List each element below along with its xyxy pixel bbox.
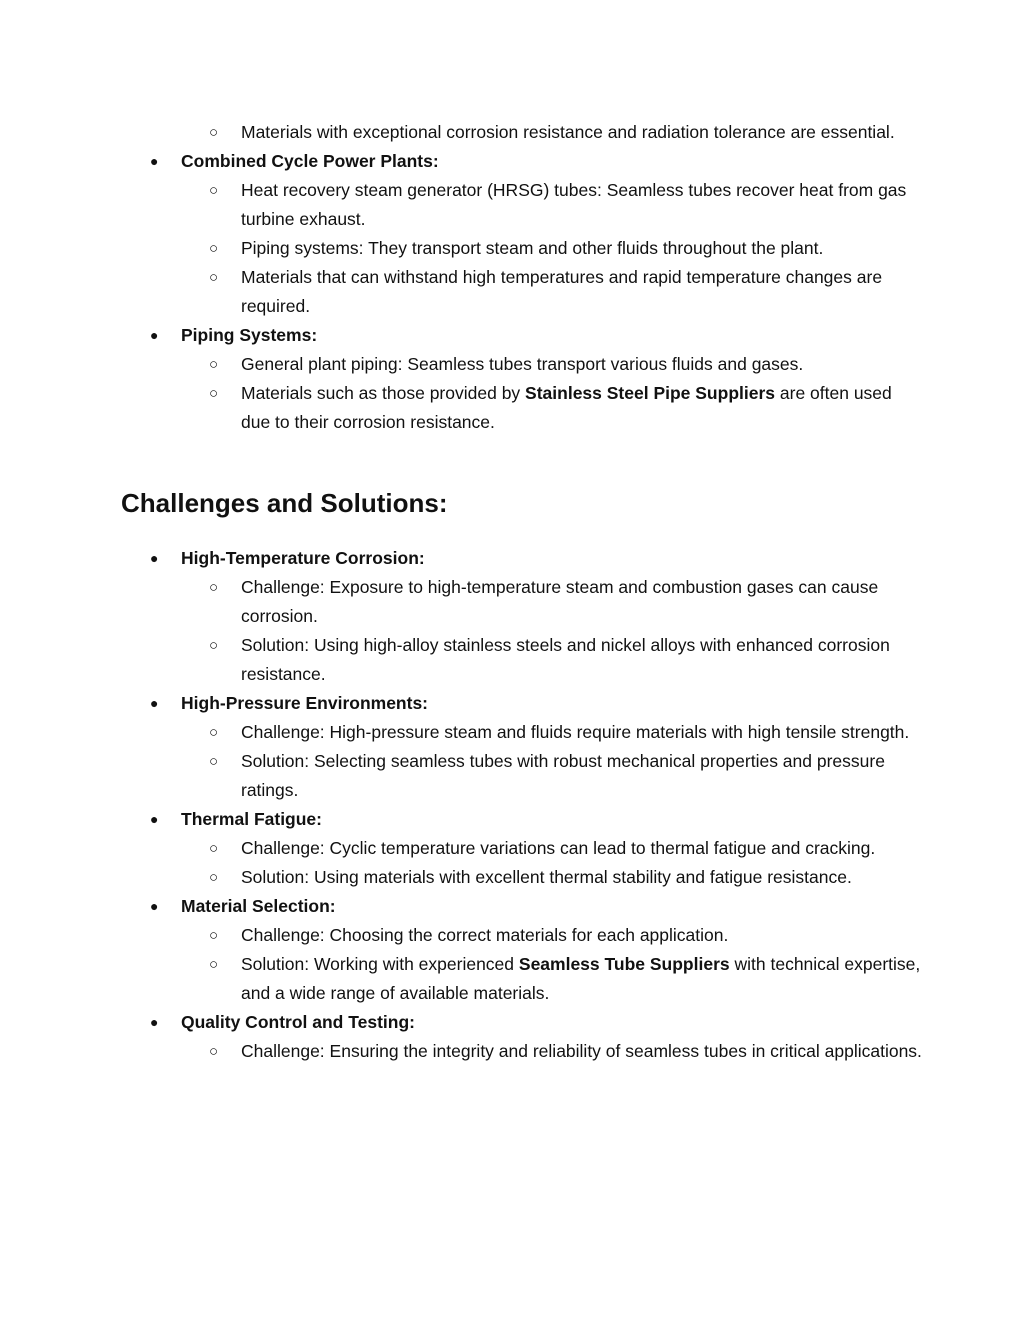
circle-bullet-icon: ○: [209, 1043, 219, 1060]
list-item: [0, 573, 1024, 631]
list-item-text-suffix: with technical expertise, and a wide range of available materials.: [241, 954, 921, 1003]
list-item-text: Solution: Selecting seamless tubes with robust mechanical properties and pressure ratings.: [241, 751, 885, 800]
circle-bullet-icon: ○: [209, 724, 219, 741]
list-item-title: Material Selection:: [181, 896, 336, 916]
list-item-text: Solution: Using materials with excellent thermal stability and fatigue resistance.: [241, 867, 852, 887]
circle-bullet-icon: ○: [209, 385, 219, 402]
list-item: [0, 747, 1024, 805]
list-item: [0, 350, 1024, 379]
list-item-text: Materials with exceptional corrosion resistance and radiation tolerance are essential.: [241, 122, 895, 142]
list-item-title: Combined Cycle Power Plants:: [181, 151, 439, 171]
list-item-text-prefix: Solution: Working with experienced: [241, 954, 519, 974]
circle-bullet-icon: ○: [209, 753, 219, 770]
circle-bullet-icon: ○: [209, 182, 219, 199]
applications-list: [0, 118, 1024, 437]
circle-bullet-icon: ○: [209, 579, 219, 596]
list-item: [0, 834, 1024, 863]
list-item: [0, 234, 1024, 263]
list-item-text: Piping systems: They transport steam and other fluids throughout the plant.: [241, 238, 824, 258]
list-item-text: Challenge: Choosing the correct materials for each application.: [241, 925, 729, 945]
bullet-icon: ●: [150, 153, 159, 169]
list-item-quality-control: [0, 1008, 1024, 1037]
list-item: [0, 1037, 1024, 1066]
list-item: [0, 118, 1024, 147]
bullet-icon: ●: [150, 695, 159, 711]
list-item-high-temperature-corrosion: [0, 544, 1024, 573]
list-item-text: Materials that can withstand high temperatures and rapid temperature changes are required.: [241, 267, 883, 316]
list-item-text-prefix: Materials such as those provided by: [241, 383, 526, 403]
circle-bullet-icon: ○: [209, 956, 219, 973]
list-item-piping-systems: [0, 321, 1024, 350]
circle-bullet-icon: ○: [209, 124, 219, 141]
list-item-thermal-fatigue: [0, 805, 1024, 834]
list-item: [0, 921, 1024, 950]
bullet-icon: ●: [150, 327, 159, 343]
list-item-high-pressure-environments: [0, 689, 1024, 718]
list-item-text: General plant piping: Seamless tubes transport various fluids and gases.: [241, 354, 804, 374]
list-item-text-suffix: are often used due to their corrosion resistance.: [241, 383, 892, 432]
list-item: [0, 718, 1024, 747]
list-item-text: Challenge: Exposure to high-temperature steam and combustion gases can cause corrosion.: [241, 577, 879, 626]
list-item-title: Thermal Fatigue:: [181, 809, 322, 829]
circle-bullet-icon: ○: [209, 637, 219, 654]
list-item-text: Solution: Using high-alloy stainless steels and nickel alloys with enhanced corrosion resistance.: [241, 635, 890, 684]
list-item-title: High-Pressure Environments:: [181, 693, 428, 713]
list-item-text: Challenge: Ensuring the integrity and reliability of seamless tubes in critical applications.: [241, 1041, 922, 1061]
list-item-text: Challenge: High-pressure steam and fluids require materials with high tensile strength.: [241, 722, 910, 742]
list-item: [0, 263, 1024, 321]
list-item: [0, 176, 1024, 234]
list-item-title: Quality Control and Testing:: [181, 1012, 415, 1032]
list-item: [0, 863, 1024, 892]
circle-bullet-icon: ○: [209, 840, 219, 857]
bullet-icon: ●: [150, 550, 159, 566]
bullet-icon: ●: [150, 811, 159, 827]
bullet-icon: ●: [150, 1014, 159, 1030]
section-heading: Challenges and Solutions:: [121, 488, 448, 518]
list-item: [0, 379, 1024, 437]
list-item-material-selection: [0, 892, 1024, 921]
bullet-icon: ●: [150, 898, 159, 914]
seamless-tube-suppliers-text: Seamless Tube Suppliers: [518, 954, 730, 974]
list-item-title: Piping Systems:: [181, 325, 318, 345]
circle-bullet-icon: ○: [209, 356, 219, 373]
stainless-steel-pipe-suppliers-text: Stainless Steel Pipe Suppliers: [525, 383, 776, 403]
circle-bullet-icon: ○: [209, 269, 219, 286]
circle-bullet-icon: ○: [209, 869, 219, 886]
challenges-list: [0, 544, 1024, 1066]
list-item-text: Challenge: Cyclic temperature variations can lead to thermal fatigue and cracking.: [241, 838, 876, 858]
circle-bullet-icon: ○: [209, 240, 219, 257]
list-item: [0, 950, 1024, 1008]
list-item: [0, 631, 1024, 689]
circle-bullet-icon: ○: [209, 927, 219, 944]
list-item-title: High-Temperature Corrosion:: [181, 548, 425, 568]
list-item-text: Heat recovery steam generator (HRSG) tubes: Seamless tubes recover heat from gas turbine exhaust.: [241, 180, 907, 229]
list-item-combined-cycle: [0, 147, 1024, 176]
